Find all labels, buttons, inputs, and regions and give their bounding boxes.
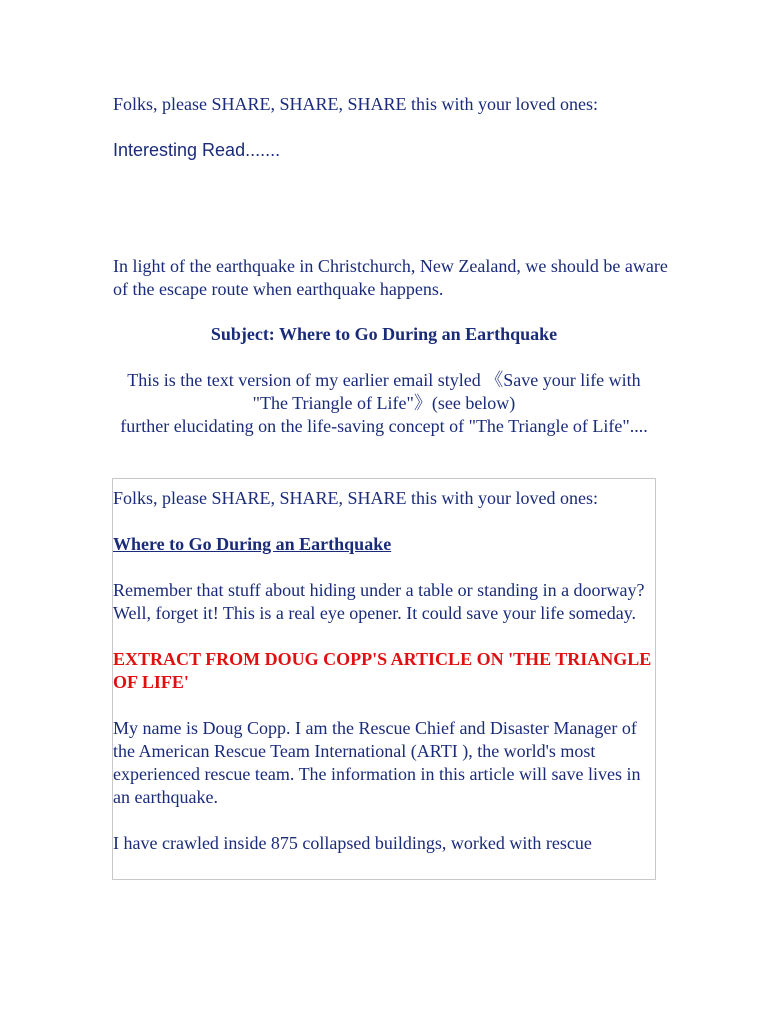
text-version-paragraph [108,369,660,438]
box-crawled-paragraph: I have crawled inside 875 collapsed buildings, worked with rescue [113,833,592,853]
box-remember-paragraph: Remember that stuff about hiding under a table or standing in a doorway? Well, forget it! This is a real eye opener. It could save your life someday. [113,580,645,623]
intro-share-line: Folks, please SHARE, SHARE, SHARE this with your loved ones: [113,94,599,114]
box-name-paragraph: My name is Doug Copp. I am the Rescue Chief and Disaster Manager of the American Rescue Team International (ARTI ), the world's most experienced rescue team. The information in this article will save lives in an earthquake. [113,718,641,807]
box-share-line: Folks, please SHARE, SHARE, SHARE this with your loved ones: [113,488,599,508]
box-heading: Where to Go During an Earthquake [113,534,392,554]
subject-line: Subject: Where to Go During an Earthquake [210,324,558,344]
text-version-line-1: This is the text version of my earlier email styled 《Save your life with "The Triangle of Life"》(see below) [127,370,641,413]
interesting-read-heading: Interesting Read....... [113,140,281,160]
christchurch-paragraph: In light of the earthquake in Christchurch, New Zealand, we should be aware of the escape route when earthquake happens. [113,256,668,299]
text-version-line-2: further elucidating on the life-saving concept of "The Triangle of Life".... [120,416,648,436]
quoted-email-box[interactable] [112,478,656,880]
box-extract-title: EXTRACT FROM DOUG COPP'S ARTICLE ON 'THE TRIANGLE OF LIFE' [113,649,652,692]
